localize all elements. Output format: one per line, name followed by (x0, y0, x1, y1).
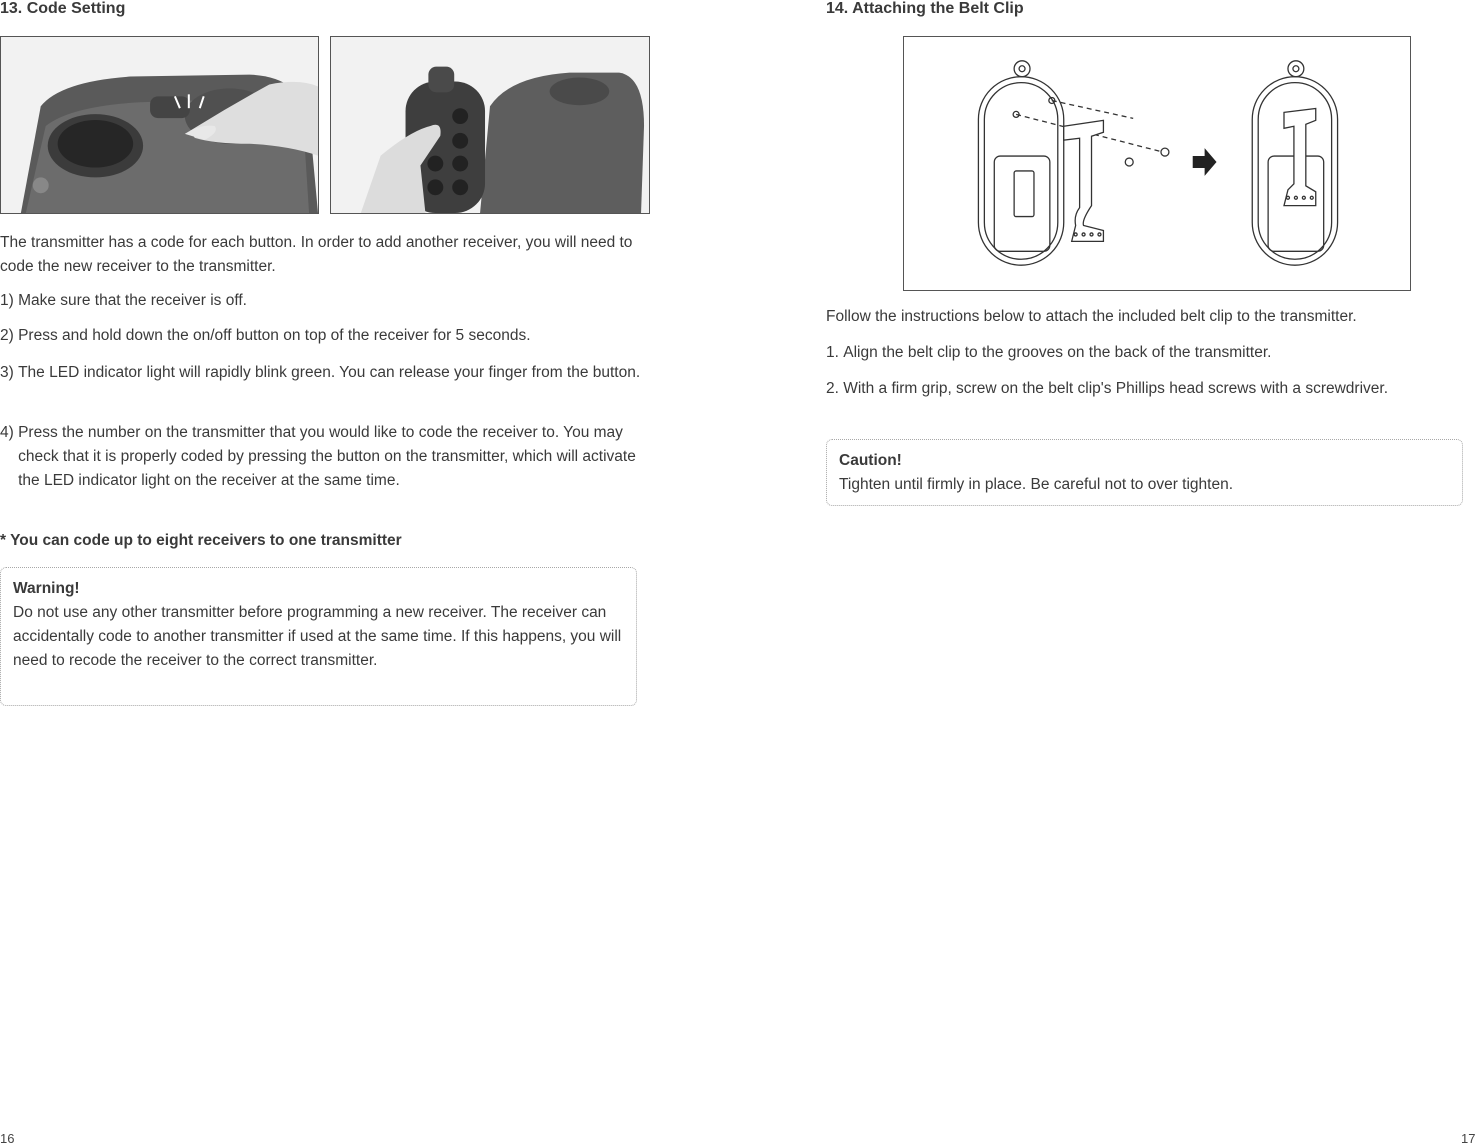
step-text: With a firm grip, screw on the belt clip's Phillips head screws with a screwdriver. (843, 380, 1389, 397)
step-number: 3) (0, 364, 19, 381)
page-number-left: 16 (0, 1131, 15, 1146)
max-receivers-note (0, 529, 402, 553)
intro-paragraph: The transmitter has a code for each button. In order to add another receiver, you will need to code the new receiver to the transmitter. (0, 234, 633, 275)
caution-box (826, 439, 1463, 506)
warning-title: Warning! (13, 580, 80, 597)
step-item (0, 289, 650, 313)
caution-title: Caution! (839, 452, 902, 469)
note-asterisk: * (0, 532, 11, 549)
section-heading-belt-clip: 14. Attaching the Belt Clip (826, 0, 1024, 17)
step-number: 2. (826, 380, 844, 397)
step-text: Press the number on the transmitter that you would like to code the receiver to. You may check that it is properly coded by pressing the button on the transmitter, which will activate the LED indicator light on the receiver at the same time. (18, 424, 636, 489)
page-number-right: 17 (1461, 1131, 1476, 1146)
caution-text: Tighten until firmly in place. Be careful not to over tighten. (839, 476, 1234, 493)
step-text: The LED indicator light will rapidly blink green. You can release your finger from the button. (18, 364, 641, 381)
photo-press-receiver-button (0, 36, 319, 214)
step-text: Press and hold down the on/off button on top of the receiver for 5 seconds. (18, 327, 531, 344)
step-text: Align the belt clip to the grooves on the back of the transmitter. (843, 344, 1272, 361)
step-number: 1. (826, 344, 844, 361)
step-item (826, 341, 1426, 365)
step-number: 4) (0, 424, 19, 441)
photo-press-transmitter-button (330, 36, 650, 214)
step-text: Make sure that the receiver is off. (18, 292, 247, 309)
step-number: 2) (0, 327, 19, 344)
step-item (826, 377, 1401, 401)
note-text: You can code up to eight receivers to one transmitter (10, 532, 402, 549)
step-item (0, 324, 650, 348)
step-item (0, 421, 652, 493)
step-item (0, 361, 650, 385)
step-number: 1) (0, 292, 19, 309)
warning-text: Do not use any other transmitter before programming a new receiver. The receiver can accidentally code to another transmitter if used at the same time. If this happens, you will need to recode the receiver to the correct transmitter. (13, 604, 622, 669)
belt-clip-diagram (903, 36, 1411, 291)
belt-clip-intro: Follow the instructions below to attach the included belt clip to the transmitter. (826, 308, 1357, 325)
section-heading-code-setting: 13. Code Setting (0, 0, 126, 17)
warning-box (0, 567, 637, 706)
